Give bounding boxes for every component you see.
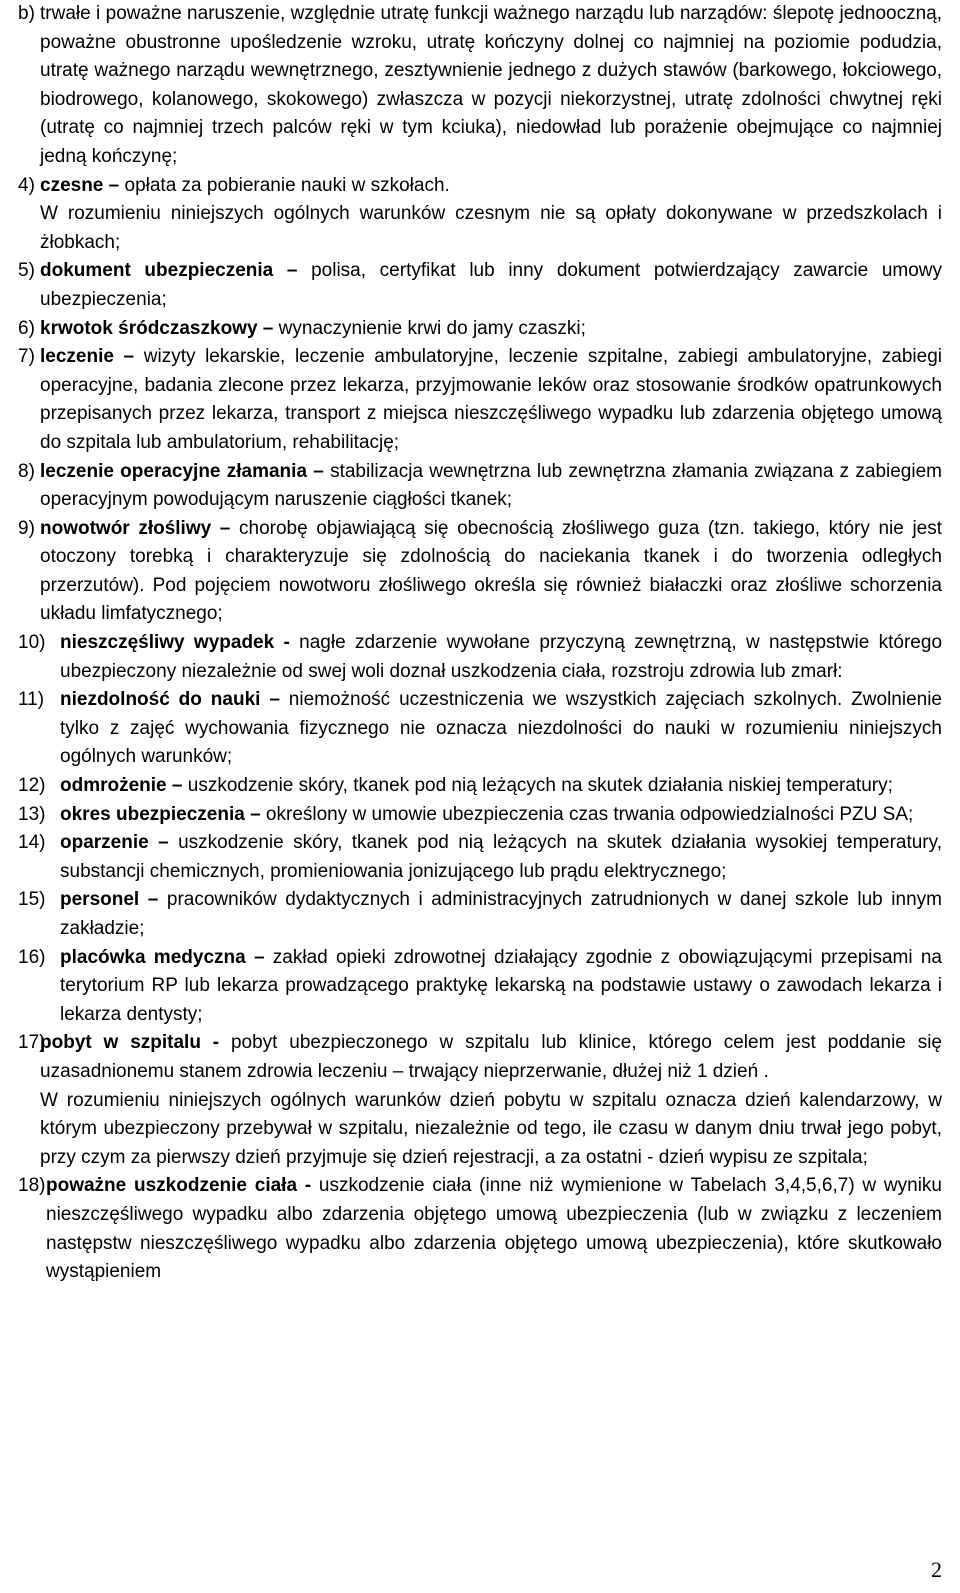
entry-text: polisa, certyfikat lub inny dokument potwierdzający zawarcie umowy ubezpieczenia; [40,260,943,310]
entry-17-note [18,1087,942,1173]
entry-number: 10) [18,632,46,654]
entry-number: 14) [18,832,46,854]
entry-term: czesne [40,174,104,196]
entry-4 [18,172,942,201]
entry-text: wynaczynienie krwi do jamy czaszki; [278,317,586,339]
entry-term: personel [60,889,140,911]
entry-text: uszkodzenie ciała (inne niż wymienione w Tabelach 3,4,5,6,7) w wyniku nieszczęśliwego wypadku albo zdarzenia objętego umową ubezpieczenia (lub w związku z leczeniem następstw nieszczęśliwego wypadku albo zdarzenia objętego umową ubezpieczenia), które skutkowało wystąpieniem [46,1175,942,1283]
entry-8 [18,458,942,515]
document-page [18,0,942,1287]
entry-term: okres ubezpieczenia [60,803,245,825]
entry-14 [18,829,942,886]
entry-17 [18,1029,942,1086]
entry-separator: – [273,260,312,282]
entry-b [18,0,942,172]
entry-11 [18,686,942,772]
entry-16 [18,944,942,1030]
entry-separator: – [166,775,188,797]
entry-text: opłata za pobieranie nauki w szkołach. [124,174,450,196]
entry-7 [18,343,942,457]
entry-separator: – [260,689,289,711]
entry-10 [18,629,942,686]
entry-number: 17) [18,1032,46,1054]
entry-term: placówka medyczna [60,946,246,968]
entry-number: 11) [18,689,45,711]
entry-separator: – [211,517,239,539]
entry-number: 12) [18,775,46,797]
entry-separator: - [274,632,300,654]
entry-term: niezdolność do nauki [60,689,261,711]
entry-text: W rozumieniu niniejszych ogólnych warunków dzień pobytu w szpitalu oznacza dzień kalendarzowy, w którym ubezpieczony przebywał w szpitalu, niezależnie od tego, ile czasu w danym dniu trwał jego pobyt, przy czym za pierwszy dzień przyjmuje się dzień rejestracji, a za ostatni - dzień wypisu ze szpitala; [40,1089,942,1168]
entry-number: 15) [18,889,46,911]
entry-number: 16) [18,946,46,968]
entry-text: stabilizacja wewnętrzna lub zewnętrzna złamania związana z zabiegiem operacyjnym powodującym naruszenie ciągłości tkanek; [40,460,942,511]
entry-number: 8) [18,460,35,482]
entry-4-note [18,200,942,257]
entry-term: pobyt w szpitalu [40,1032,201,1054]
entry-term: poważne uszkodzenie ciała [46,1175,298,1197]
entry-5 [18,257,942,314]
entry-text: nagłe zdarzenie wywołane przyczyną zewnętrzną, w następstwie którego ubezpieczony niezależnie od swej woli doznał uszkodzenia ciała, rozstroju zdrowia lub zmarł: [60,632,943,682]
entry-text: uszkodzenie skóry, tkanek pod nią leżących na skutek działania niskiej temperatury; [187,775,893,797]
entry-separator: - [200,1032,231,1054]
entry-term: leczenie [40,346,114,368]
entry-number: b) [18,3,35,24]
entry-number: 5) [18,260,35,282]
entry-separator: – [113,346,144,368]
page-number: 2 [931,1557,942,1582]
entry-text: W rozumieniu niniejszych ogólnych warunków czesnym nie są opłaty dokonywane w przedszkolach i żłobkach; [40,203,942,253]
entry-text: określony w umowie ubezpieczenia czas trwania odpowiedzialności PZU SA; [265,803,914,825]
entry-number: 18) [18,1175,46,1197]
entry-text: pracowników dydaktycznych i administracyjnych zatrudnionych w danej szkole lub innym zakładzie; [60,889,942,939]
entry-term: krwotok śródczaszkowy [40,317,258,339]
entry-13 [18,801,942,830]
entry-number: 7) [18,346,35,368]
entry-term: leczenie operacyjne złamania [40,460,308,482]
entry-number: 4) [18,174,35,196]
entry-term: nowotwór złośliwy [40,517,212,539]
entry-6 [18,315,942,344]
entry-term: oparzenie [60,832,149,854]
entry-separator: - [297,1175,319,1197]
entry-text: niemożność uczestniczenia we wszystkich zajęciach szkolnych. Zwolnienie tylko z zajęć wychowania fizycznego nie oznacza niezdolności do nauki w rozumieniu niniejszych ogólnych warunków; [60,689,942,768]
entry-text: trwałe i poważne naruszenie, względnie utratę funkcji ważnego narządu lub narządów: ślepotę jednooczną, poważne obustronne upośledzenie wzroku, utratę kończyny dolnej co najmniej na poziomie podudzia, utratę ważnego narządu wewnętrznego, zesztywnienie jednego z dużych stawów (barkowego, łokciowego, biodrowego, kolanowego, skokowego) zwłaszcza w pozycji niekorzystnej, utratę zdolności chwytnej ręki (utratę co najmniej trzech palców ręki w tym kciuka), niedowład lub porażenie obejmujące co najmniej jedną kończynę; [40,3,942,167]
entry-term: odmrożenie [60,775,167,797]
entry-number: 6) [18,317,35,339]
entry-9 [18,515,942,629]
entry-number: 9) [18,517,35,539]
entry-separator: – [307,460,331,482]
entry-text: chorobę objawiającą się obecnością złośliwego guza (tzn. takiego, który nie jest otoczony torebką i charakteryzuje się zdolnością do naciekania tkanek i do tworzenia odległych przerzutów). Pod pojęciem nowotworu złośliwego określa się również białaczki oraz złośliwe schorzenia układu limfatycznego; [40,517,943,625]
entry-18 [18,1172,942,1286]
entry-separator: – [245,946,273,968]
entry-separator: – [103,174,125,196]
entry-12 [18,772,942,801]
entry-separator: – [244,803,266,825]
entry-text: uszkodzenie skóry, tkanek pod nią leżących na skutek działania wysokiej temperatury, substancji chemicznych, promieniowania jonizującego lub prądu elektrycznego; [60,832,943,882]
entry-text: pobyt ubezpieczonego w szpitalu lub klinice, którego celem jest poddanie się uzasadnionemu stanem zdrowia leczeniu – trwający nieprzerwanie, dłużej niż 1 dzień . [40,1032,942,1082]
entry-text: wizyty lekarskie, leczenie ambulatoryjne, leczenie szpitalne, zabiegi ambulatoryjne, zabiegi operacyjne, badania zlecone przez lekarza, przyjmowanie leków oraz stosowanie środków opatrunkowych przepisanych przez lekarza, transport z miejsca nieszczęśliwego wypadku lub zdarzenia objętego umową do szpitala lub ambulatorium, rehabilitację; [40,346,943,453]
entry-15 [18,886,942,943]
entry-number: 13) [18,803,46,825]
entry-separator: – [148,832,179,854]
entry-term: dokument ubezpieczenia [40,260,274,282]
entry-term: nieszczęśliwy wypadek [60,632,275,654]
entry-text: zakład opieki zdrowotnej działający zgodnie z obowiązującymi przepisami na terytorium RP lub lekarza prowadzącego praktykę lekarską na podstawie ustawy o zawodach lekarza i lekarza dentysty; [60,946,942,1025]
entry-separator: – [139,889,167,911]
entry-separator: – [257,317,279,339]
